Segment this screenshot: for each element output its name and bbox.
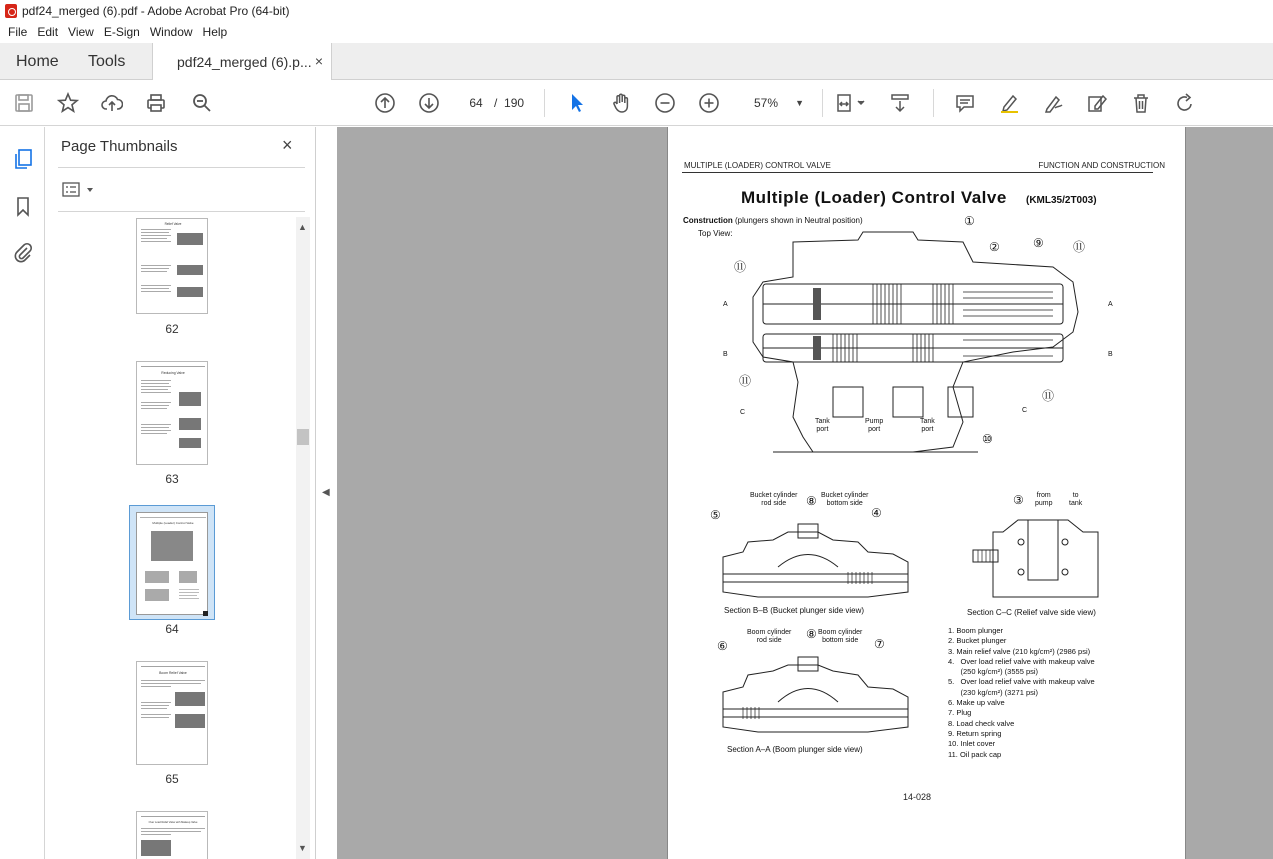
collapse-panel-icon[interactable]: ◀	[322, 487, 330, 498]
delete-icon[interactable]	[1129, 91, 1153, 115]
caption-section-aa: Section A–A (Boom plunger side view)	[727, 745, 863, 754]
section-aa-drawing	[718, 657, 918, 737]
callout-2: ②	[989, 240, 1000, 254]
zoom-in-icon[interactable]	[697, 91, 721, 115]
document-title: Multiple (Loader) Control Valve	[741, 188, 1007, 207]
thumbnail-page-65[interactable]	[136, 661, 208, 765]
parts-list	[948, 626, 1095, 760]
tank-port-label: Tank port	[815, 418, 830, 433]
zoom-level-select[interactable]	[740, 91, 808, 115]
parts-list-item: 4. Over load relief valve with makeup valve	[948, 656, 1095, 666]
callout-11: ⑪	[1073, 240, 1086, 254]
bookmark-icon[interactable]	[10, 193, 36, 219]
thumbnail-scrollbar[interactable]	[296, 217, 310, 859]
select-cursor-icon[interactable]	[565, 91, 589, 115]
from-pump-label: from pump	[1035, 492, 1053, 507]
top-view-drawing	[713, 222, 1133, 482]
menu-edit[interactable]: Edit	[37, 25, 59, 39]
section-cc-drawing	[973, 512, 1113, 607]
menu-file[interactable]: File	[8, 25, 28, 39]
rotate-icon[interactable]	[1173, 91, 1197, 115]
tab-tools[interactable]: Tools	[88, 53, 126, 70]
thumbnail-preview	[137, 812, 209, 859]
parts-list-item: 8. Load check valve	[948, 718, 1015, 728]
thumbnail-label: 64	[165, 622, 179, 636]
hand-tool-icon[interactable]	[609, 91, 633, 115]
parts-list-item: 9. Return spring	[948, 728, 1002, 738]
menu-window[interactable]: Window	[149, 25, 193, 39]
document-canvas[interactable]	[337, 127, 1273, 859]
callout-10: ⑩	[982, 432, 993, 446]
section-bb-drawing	[718, 522, 918, 602]
page-number-input[interactable]: 64	[469, 96, 483, 110]
callout-11: ⑪	[1042, 389, 1055, 403]
navigation-rail	[0, 127, 45, 859]
thumbnail-label: 63	[165, 472, 179, 486]
caption-section-cc: Section C–C (Relief valve side view)	[967, 608, 1096, 617]
menu-esign[interactable]: E-Sign	[103, 25, 140, 39]
pump-port-label: Pump port	[865, 418, 884, 433]
thumbnail-preview	[137, 662, 209, 766]
close-panel-icon[interactable]: ×	[282, 135, 293, 155]
section-marker-a-left: A	[723, 301, 728, 308]
zoom-value: 57%	[754, 96, 779, 110]
parts-list-item: 5. Over load relief valve with makeup valve	[948, 677, 1095, 687]
callout-6: ⑥	[717, 639, 728, 653]
scroll-mode-icon[interactable]	[888, 91, 912, 115]
menu-bar	[0, 22, 1273, 42]
draw-pen-icon[interactable]	[1041, 91, 1065, 115]
callout-9: ⑨	[1033, 236, 1044, 250]
page-header-right: FUNCTION AND CONSTRUCTION	[1038, 161, 1165, 170]
parts-list-item: 2. Bucket plunger	[948, 636, 1007, 646]
section-marker-a-right: A	[1108, 301, 1113, 308]
thumbnail-page-64-selected[interactable]	[129, 505, 215, 620]
thumbnail-preview	[137, 362, 209, 466]
svg-text:Over Load Relief Valve with Ma: Over Load Relief Valve with Makeup Valve	[148, 821, 198, 824]
section-marker-b-left: B	[723, 351, 728, 358]
tank-port-label: Tank port	[920, 418, 935, 433]
acrobat-app-icon	[5, 4, 17, 18]
svg-text:Relief Valve: Relief Valve	[164, 222, 182, 226]
divider	[58, 167, 305, 168]
to-tank-label: to tank	[1069, 492, 1083, 507]
zoom-out-icon[interactable]	[653, 91, 677, 115]
parts-list-item: (230 kg/cm²) (3271 psi)	[948, 687, 1039, 697]
thumbnail-preview	[137, 219, 209, 315]
bucket-cylinder-bottom-label: Bucket cylinder bottom side	[821, 492, 869, 507]
page-thumbnails-icon[interactable]	[10, 146, 36, 172]
parts-list-item: 6. Make up valve	[948, 698, 1005, 708]
callout-11: ⑪	[739, 374, 752, 388]
boom-cylinder-bottom-label: Boom cylinder bottom side	[818, 629, 863, 644]
svg-text:Reducing Valve: Reducing Valve	[161, 371, 185, 375]
parts-list-item: 10. Inlet cover	[948, 739, 996, 749]
svg-text:Multiple (Loader) Control Valv: Multiple (Loader) Control Valve	[152, 521, 194, 525]
svg-text:Boom Relief Valve: Boom Relief Valve	[159, 671, 187, 675]
callout-8: ⑧	[806, 494, 817, 508]
toolbar-divider	[933, 89, 934, 117]
attachment-icon[interactable]	[10, 239, 36, 265]
main-toolbar	[0, 81, 1273, 126]
callout-4: ④	[871, 506, 882, 520]
tab-document-label: pdf24_merged (6).p...	[177, 53, 312, 70]
tab-bar	[0, 43, 1273, 80]
tab-document[interactable]	[152, 43, 332, 80]
total-pages: 190	[504, 96, 525, 110]
toolbar-divider	[822, 89, 823, 117]
comment-icon[interactable]	[953, 91, 977, 115]
scroll-down-icon[interactable]: ▼	[298, 843, 307, 853]
parts-list-item: 7. Plug	[948, 708, 972, 718]
construction-note: (plungers shown in Neutral position)	[735, 216, 863, 225]
page-header-left: MULTIPLE (LOADER) CONTROL VALVE	[684, 161, 831, 170]
page-separator: /	[494, 96, 498, 110]
print-icon[interactable]	[144, 91, 168, 115]
callout-5: ⑤	[710, 508, 721, 522]
thumbnail-drawing	[137, 513, 209, 616]
construction-label: Construction	[683, 216, 733, 225]
parts-list-item: 3. Main relief valve (210 kg/cm²) (2986 psi)	[948, 646, 1091, 656]
page-number: 14-028	[903, 792, 932, 802]
pdf-page	[667, 127, 1186, 859]
thumbnail-page-66[interactable]	[136, 811, 208, 859]
menu-view[interactable]: View	[68, 25, 94, 39]
section-marker-c-left: C	[740, 409, 746, 416]
star-icon[interactable]	[56, 91, 80, 115]
highlight-pen-icon[interactable]	[997, 91, 1021, 115]
previous-page-icon[interactable]	[373, 91, 397, 115]
thumbnail-label: 65	[165, 772, 179, 786]
divider	[58, 211, 305, 212]
title-bar	[0, 0, 1273, 22]
page-count-label	[494, 91, 524, 115]
page-thumbnails-panel	[46, 127, 316, 859]
section-marker-b-right: B	[1108, 351, 1113, 358]
thumbnail-page-63[interactable]	[136, 361, 208, 465]
close-tab-icon[interactable]: ×	[314, 53, 323, 69]
callout-1: ①	[964, 214, 975, 228]
toolbar-divider	[544, 89, 545, 117]
thumbnail-preview	[136, 512, 208, 615]
top-view-label: Top View:	[698, 229, 733, 238]
thumbnail-label: 62	[165, 322, 179, 336]
thumbnail-scrollbar-thumb[interactable]	[297, 429, 309, 445]
callout-11: ⑪	[734, 260, 747, 274]
chevron-down-icon: ▼	[795, 98, 804, 108]
callout-8: ⑧	[806, 627, 817, 641]
scroll-up-icon[interactable]: ▲	[298, 222, 307, 232]
parts-list-item: (250 kg/cm²) (3555 psi)	[948, 667, 1039, 677]
boom-cylinder-rod-label: Boom cylinder rod side	[747, 629, 792, 644]
section-marker-c-right: C	[1022, 407, 1028, 414]
thumbnail-options-menu[interactable]	[62, 181, 98, 199]
next-page-icon[interactable]	[417, 91, 441, 115]
thumbnail-page-62[interactable]	[136, 218, 208, 314]
list-options-icon	[62, 181, 98, 199]
parts-list-item: 11. Oil pack cap	[948, 749, 1002, 759]
parts-list-item: 1. Boom plunger	[948, 626, 1004, 635]
menu-help[interactable]: Help	[202, 25, 228, 39]
panel-title: Page Thumbnails	[61, 138, 178, 155]
callout-7: ⑦	[874, 637, 885, 651]
find-zoom-icon[interactable]	[190, 91, 214, 115]
callout-3: ③	[1013, 493, 1024, 507]
header-rule	[682, 172, 1153, 173]
tab-home[interactable]: Home	[16, 53, 59, 70]
edit-pdf-icon[interactable]	[1085, 91, 1109, 115]
cloud-upload-icon[interactable]	[100, 91, 124, 115]
caption-section-bb: Section B–B (Bucket plunger side view)	[724, 606, 865, 615]
bucket-cylinder-rod-label: Bucket cylinder rod side	[750, 492, 798, 507]
save-icon[interactable]	[12, 91, 36, 115]
fit-page-icon[interactable]	[833, 91, 869, 115]
window-title: pdf24_merged (6).pdf - Adobe Acrobat Pro (64-bit)	[22, 4, 290, 18]
document-model: (KML35/2T003)	[1026, 195, 1097, 206]
